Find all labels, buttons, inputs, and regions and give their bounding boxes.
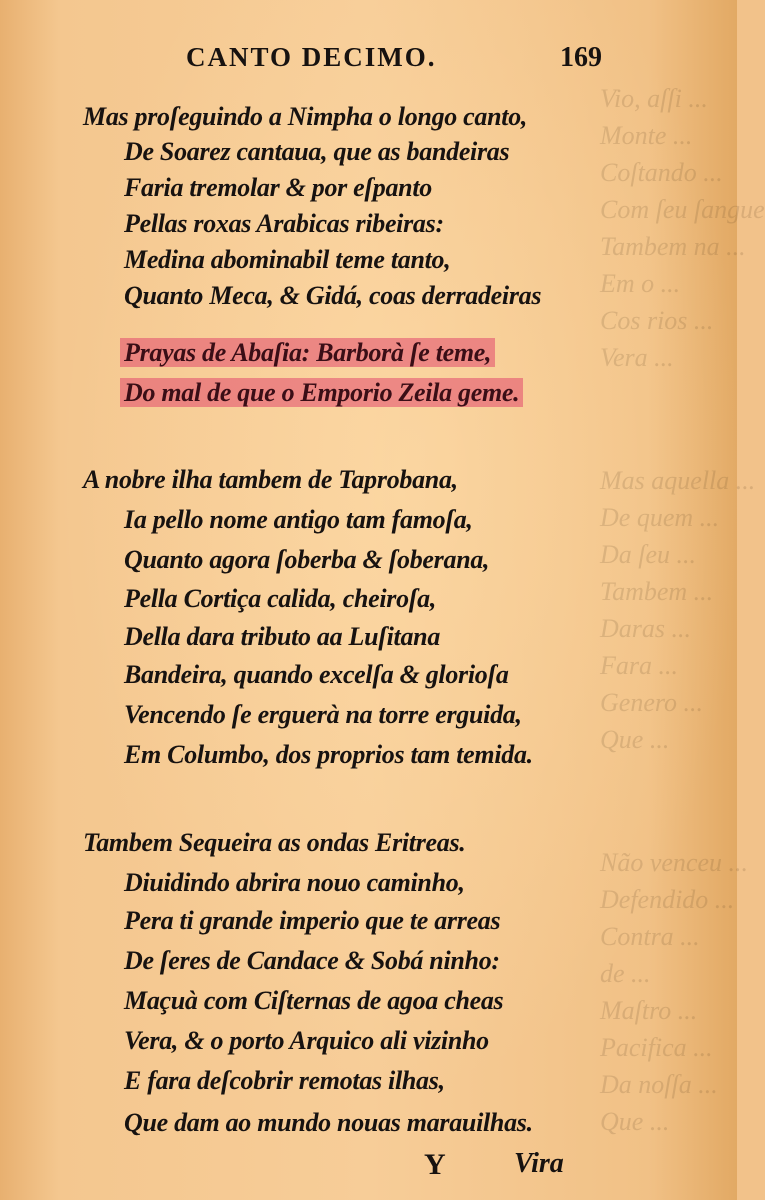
verse-line: E fara deſcobrir remotas ilhas, (124, 1066, 445, 1095)
page-number: 169 (560, 42, 602, 73)
signature-mark: Y (424, 1148, 446, 1181)
verse-line: Tambem Sequeira as ondas Eritreas. (83, 828, 466, 857)
page-footer (0, 1148, 737, 1188)
verse-line: Pellas roxas Arabicas ribeiras: (124, 209, 444, 238)
verse-line: Faria tremolar & por eſpanto (124, 173, 432, 202)
verse-line: Bandeira, quando excelſa & glorioſa (124, 660, 509, 689)
verse-line: De Soarez cantaua, que as bandeiras (124, 137, 510, 166)
verse-line-highlighted (124, 376, 523, 410)
verse-line: Maçuà com Ciſternas de agoa cheas (124, 986, 504, 1015)
verse-line: Vera, & o porto Arquico ali vizinho (124, 1026, 489, 1055)
verse-line: Mas proſeguindo a Nimpha o longo canto, (83, 102, 528, 131)
bleed-through-texture: Vio, aſſi ... Monte ... Coſtando ... Com ſeu ſangue Tambem na ... Em o ... Cos rios ... Vera ... Mas aquella ... De quem ... Da ſeu ... Tambem ... Daras ... Fara ... Genero ... Que ... Não venceu ... Defendido ... Contra ... de ... Maſtro ... Pacifica ... Da noſſa ... Que ... (600, 84, 765, 1136)
running-head: CANTO DECIMO. (186, 42, 437, 72)
verse-line: Que dam ao mundo nouas marauilhas. (124, 1108, 533, 1137)
verse-line: Vencendo ſe erguerà na torre erguida, (124, 700, 522, 729)
verse-line: Ia pello nome antigo tam famoſa, (124, 505, 473, 534)
verse-line: De ſeres de Candace & Sobá ninho: (124, 946, 500, 975)
page-header (0, 42, 737, 82)
verse-line: Em Columbo, dos proprios tam temida. (124, 740, 533, 769)
catchword: Vira (514, 1148, 564, 1179)
verse-line-highlighted (124, 336, 495, 370)
verse-line: Pella Cortiça calida, cheiroſa, (124, 584, 437, 613)
highlighted-text: Do mal de que o Emporio Zeila geme. (120, 378, 523, 407)
verse-line: Della dara tributo aa Luſitana (124, 622, 441, 651)
verse-line: Pera ti grande imperio que te arreas (124, 906, 501, 935)
highlighted-text: Prayas de Abaſia: Barborà ſe teme, (120, 338, 495, 367)
verse-line: A nobre ilha tambem de Taprobana, (83, 465, 458, 494)
verse-line: Diuidindo abrira nouo caminho, (124, 868, 465, 897)
verse-line: Medina abominabil teme tanto, (124, 245, 451, 274)
verse-line: Quanto Meca, & Gidá, coas derradeiras (124, 281, 542, 310)
verse-line: Quanto agora ſoberba & ſoberana, (124, 545, 490, 574)
